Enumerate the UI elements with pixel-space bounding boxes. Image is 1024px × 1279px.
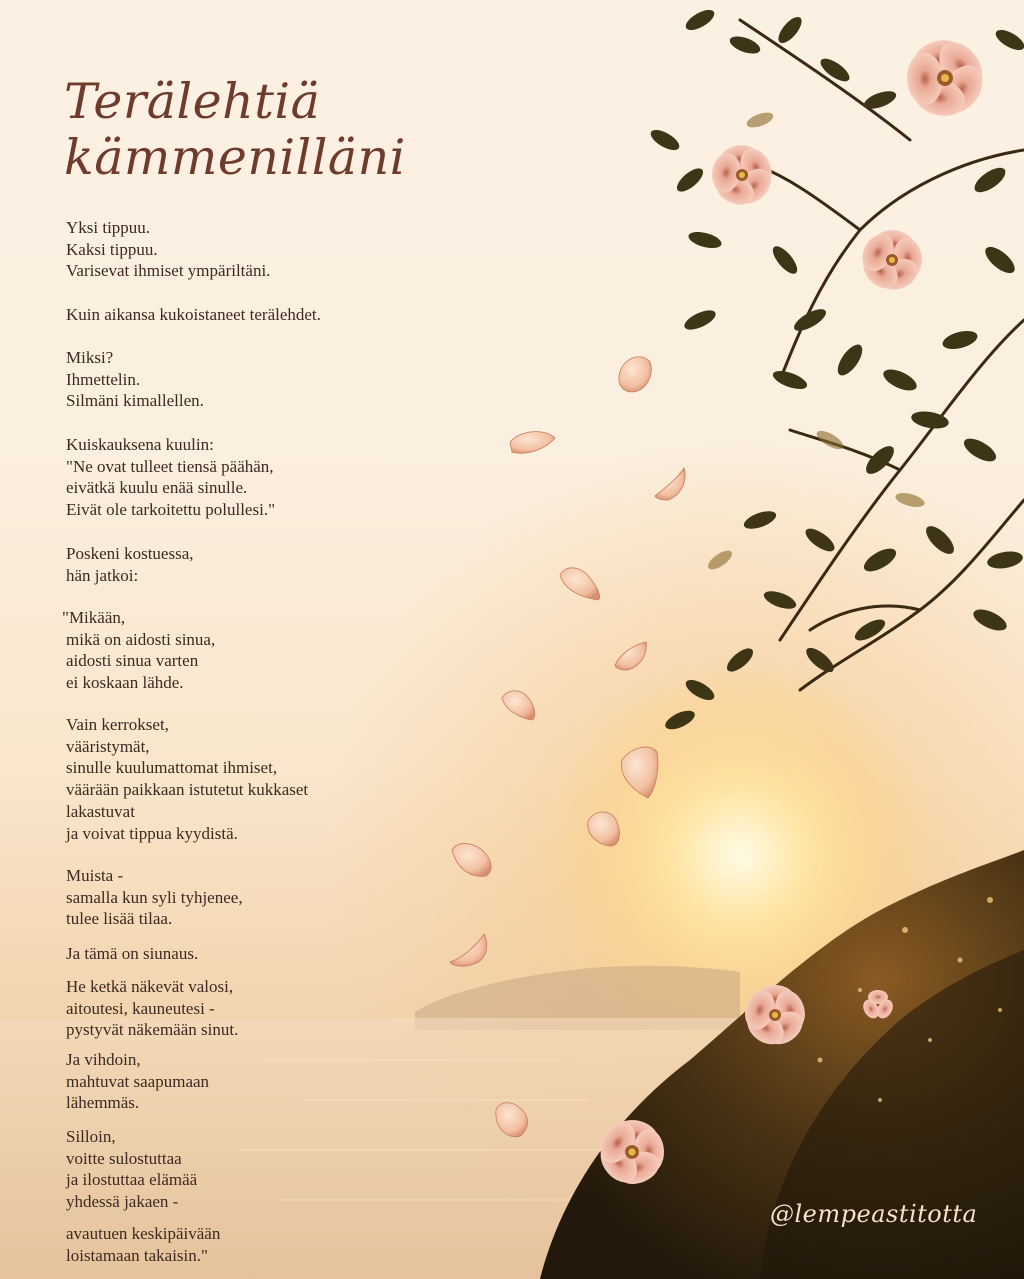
poem-line: Yksi tippuu. (66, 218, 151, 237)
poem-line: mahtuvat saapumaan (66, 1071, 210, 1091)
poem-line: Silloin, (66, 1127, 116, 1146)
leaves (648, 6, 1024, 733)
poem-stanza (66, 543, 194, 586)
poem-line: "Ne ovat tulleet tiensä päähän, (66, 456, 274, 476)
poem-title (64, 74, 406, 186)
poem-line: avautuen keskipäivään (66, 1224, 221, 1243)
poem-line: Kuin aikansa kukoistaneet terälehdet. (66, 305, 321, 324)
poem-line: Miksi? (66, 348, 114, 367)
poem-line: vääristymät, (66, 736, 150, 756)
poem-line: Silmäni kimallellen. (66, 391, 204, 411)
poem-line: lähemmäs. (66, 1093, 140, 1113)
poem-line: voitte sulostuttaa (66, 1148, 182, 1168)
poem-line: Kuiskauksena kuulin: (66, 435, 214, 454)
poem-line: Poskeni kostuessa, (66, 544, 194, 563)
poem-line: Kaksi tippuu. (66, 239, 158, 259)
poem-stanza (66, 1126, 197, 1213)
poem-line: "Mikään, (62, 608, 126, 627)
poem-stanza (66, 1223, 220, 1266)
poem-stanza (66, 1049, 209, 1114)
poem-line: Ihmettelin. (66, 369, 141, 389)
poem-line: Vain kerrokset, (66, 715, 169, 734)
poem-line: Varisevat ihmiset ympäriltäni. (66, 261, 271, 281)
poem-stanza (66, 943, 198, 965)
poem-line: eivätkä kuulu enää sinulle. (66, 478, 248, 498)
poem-stanza (66, 865, 243, 930)
poem-line: mikä on aidosti sinua, (66, 629, 216, 649)
poem-line: lakastuvat (66, 801, 135, 821)
rose-branch-icon (740, 20, 1024, 690)
poem-stanza (66, 304, 321, 326)
poem-line: Ja vihdoin, (66, 1050, 141, 1069)
poem-line: Muista - (66, 866, 124, 885)
poem-stanza (62, 607, 215, 694)
poem-line: aidosti sinua varten (66, 651, 199, 671)
poem-line: ja ilostuttaa elämää (66, 1170, 198, 1190)
poem-line: samalla kun syli tyhjenee, (66, 887, 243, 907)
poem-stanza (66, 714, 308, 844)
poem-line: ei koskaan lähde. (66, 673, 184, 693)
poem-line: loistamaan takaisin." (66, 1245, 208, 1265)
poem-line: aitoutesi, kauneutesi - (66, 998, 215, 1018)
poem-line: Ja tämä on siunaus. (66, 944, 199, 963)
poem-stanza (66, 347, 204, 412)
poem-line: tulee lisää tilaa. (66, 909, 173, 929)
title-line-2: kämmenilläni (64, 129, 406, 186)
poem-line: sinulle kuulumattomat ihmiset, (66, 758, 278, 778)
poem-line: ja voivat tippua kyydistä. (66, 823, 238, 843)
poem-line: Eivät ole tarkoitettu polullesi." (66, 500, 276, 520)
poem-line: väärään paikkaan istutetut kukkaset (66, 780, 309, 800)
poem-line: He ketkä näkevät valosi, (66, 977, 234, 996)
title-line-1: Terälehtiä (64, 73, 321, 130)
poem-line: yhdessä jakaen - (66, 1192, 179, 1212)
author-handle: @lempeastitotta (770, 1200, 978, 1228)
poem-stanza (66, 217, 270, 282)
poem-stanza (66, 434, 275, 521)
poem-line: pystyvät näkemään sinut. (66, 1020, 239, 1040)
poem-stanza (66, 976, 238, 1041)
poem-line: hän jatkoi: (66, 565, 139, 585)
